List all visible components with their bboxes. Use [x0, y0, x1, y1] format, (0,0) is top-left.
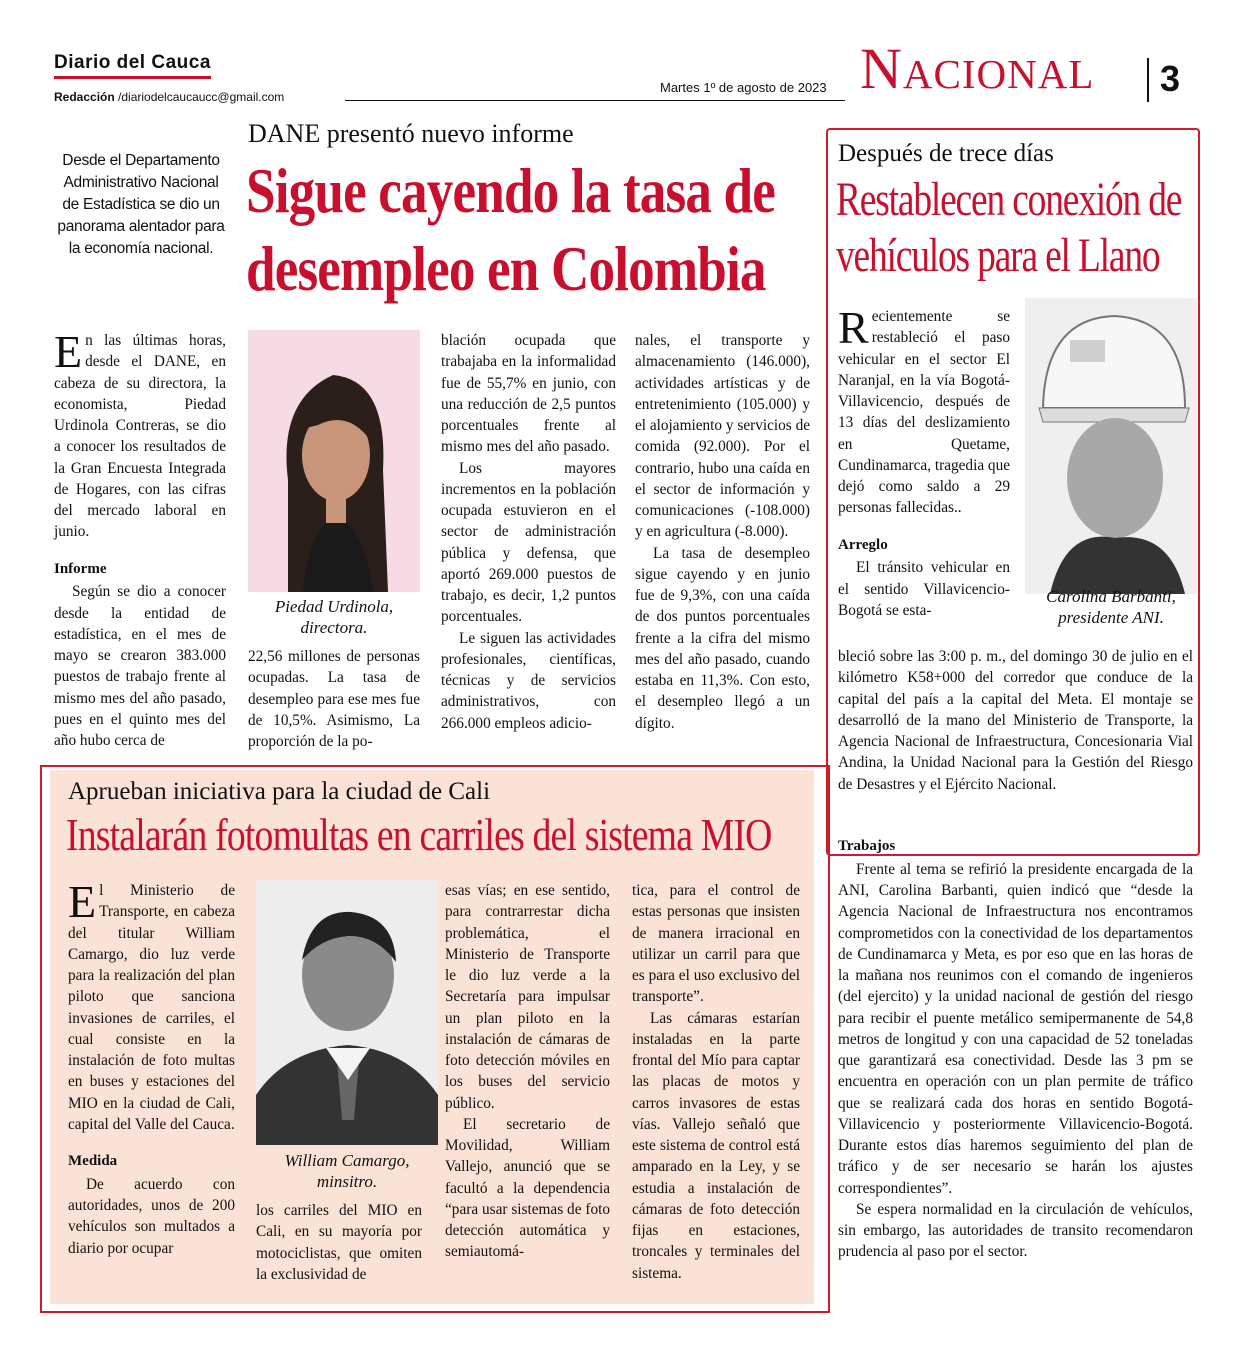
header-rule: [345, 100, 845, 101]
bottom-col2-text: los carriles del MIO en Cali, en su mayoría por motociclistas, que omiten la exclusividad de: [256, 1202, 422, 1283]
bottom-column-1: [68, 876, 235, 1259]
bottom-col4-text-1: tica, para el control de estas personas que insisten de manera irracional en utilizar un carril para que es para el uso exclusivo del transporte”.: [632, 882, 800, 1006]
bottom-headline: Instalarán fotomultas en carriles del sistema MIO: [66, 809, 772, 860]
main-col2-text: 22,56 millones de personas ocupadas. La tasa de desempleo para ese mes fue de 10,5%. Asimismo, La proporción de la po-: [248, 648, 420, 750]
redaccion-line: [54, 90, 284, 104]
carolina-barbanti-photo: [1025, 298, 1197, 594]
right-p4: Se espera normalidad en la circulación de vehículos, sin embargo, las autoridades de transito recomendaron prudencia al paso por el sector.: [838, 1200, 1193, 1261]
main-col1-paragraph-2: Según se dio a conocer desde la entidad de estadística, en el mes de mayo se crearon 383.000 puestos de trabajo frente al mismo mes del año pasado, pues en el quinto mes del año hubo cerca de: [54, 583, 226, 750]
right-p3: Frente al tema se refirió la presidente encargada de la ANI, Carolina Barbanti, quien indicó que “desde la Agencia Nacional de Infraestructura nos encontramos comprometidos con la conectividad de los departamentos de Cundinamarca y Meta, es por eso que en las horas de la mañana nos reunimos con el comando de ingenieros (del ejercito) y la unidad nacional de gestión del riesgo para recibir el puente metálico semipermanente de 54,8 metros de longitud y con una capacidad de 52 toneladas que garantizará esa conectividad. Desde las 3 pm se encuentra en operación con un plan permite de tráfico que se realizará cada dos horas en sentido Bogotá-Villavicencio y posteriormente Villavicencio-Bogotá. Durante estos días haremos seguimiento del plan de tráfico y de ser necesario se harán los ajustes correspondientes”.: [838, 860, 1193, 1197]
bottom-column-3: [445, 880, 610, 1263]
bottom-column-4: [632, 880, 800, 1284]
right-dropcap: R: [838, 302, 869, 353]
section-divider: [1147, 58, 1149, 102]
right-headline-line1: Restablecen conexión de: [836, 173, 1182, 226]
bottom-column-2: [256, 1200, 422, 1285]
redaccion-email: /diariodelcaucaucc@gmail.com: [114, 90, 285, 104]
main-col3-text-2: Los mayores incrementos en la población ocupada estuvieron en el sector de administración pública y defensa, que aportó 269.000 puestos de trabajo, es decir, 1,2 puntos porcentuales.: [441, 459, 616, 626]
bottom-col4-text-2: Las cámaras estarían instaladas en la parte frontal del Mío para captar las placas de motos y carros invasores de estas vías. Vallejo señaló que este sistema de control está amparado en la Ley, y se estudia a instalación de cámaras de foto detección fijas en estaciones, troncales y terminales del sistema.: [632, 1009, 800, 1282]
masthead: Diario del Cauca: [54, 52, 211, 79]
main-col3-text-1: blación ocupada que trabajaba en la informalidad fue de 55,7% en junio, con una reducción de 2,5 puntos porcentuales frente al mismo mes del año pasado.: [441, 332, 616, 456]
main-col4-text-1: nales, el transporte y almacenamiento (146.000), actividades artísticas y de entretenimiento (105.000) y el alojamiento y servicios de comida (92.000). Por el contrario, hubo una caída en el sector de información y comunicaciones (-108.000) y en agricultura (-8.000).: [635, 332, 811, 541]
main-subhead-informe: Informe: [54, 560, 107, 577]
right-column-wide: [838, 646, 1193, 795]
main-headline-line1: Sigue cayendo la tasa de: [246, 155, 776, 226]
main-col1-text: n las últimas horas, desde el DANE, en cabeza de su directora, la economista, Piedad Urdinola Contreras, se dio a conocer los resultados de la Gran Encuesta Integrada de Hogares, con las cifras del mercado laboral en junio.: [54, 332, 226, 541]
right-p2-wide: bleció sobre las 3:00 p. m., del domingo 30 de julio en el kilómetro K58+000 del corredor que conduce de la capital del país a la capital del Meta. El montaje se desarrolló de la mano del Ministerio de Transporte, la Agencia Nacional de Infraestructura, Concesionaria Vial Andina, la Unidad Nacional para la Gestión del Riesgo de Desastres y el Ejército Nacional.: [838, 648, 1193, 793]
william-caption-line2: minsitro.: [316, 1172, 378, 1192]
main-column-2: [248, 646, 420, 752]
portrait-helmet-icon: [1025, 298, 1197, 594]
william-camargo-photo: [256, 880, 438, 1145]
page-number: 3: [1160, 58, 1181, 99]
main-deck: Desde el Departamento Administrativo Nacional de Estadística se dio un panorama alentador para la economía nacional.: [57, 152, 225, 257]
right-p1: [838, 302, 1011, 519]
main-column-4: [635, 330, 810, 734]
bottom-subhead-medida: Medida: [68, 1153, 118, 1169]
right-subhead-trabajos: Trabajos: [838, 838, 896, 854]
redaccion-label: Redacción: [54, 90, 115, 104]
right-kicker: Después de trece días: [838, 140, 1054, 167]
main-column-3: [441, 330, 616, 734]
main-column-1: [54, 326, 226, 751]
right-p1-text: ecientemente se restableció el paso vehicular en el sector El Naranjal, en la vía Bogotá-Villavicencio, después de 13 días del deslizamiento en Quetame, Cundinamarca, tragedia que dejó como saldo a 29 personas fallecidas..: [838, 308, 1011, 517]
bottom-col1-paragraph: [68, 876, 235, 1135]
main-kicker: DANE presentó nuevo informe: [248, 119, 574, 148]
piedad-caption-line2: directora.: [300, 618, 368, 638]
carolina-caption-line1: Carolina Barbanti,: [1046, 587, 1176, 606]
piedad-urdinola-photo: [248, 330, 420, 592]
main-col1-paragraph: [54, 326, 226, 543]
william-caption-line1: William Camargo,: [284, 1151, 410, 1170]
main-headline-line2: desempleo en Colombia: [246, 233, 766, 304]
section-title: Nacional: [860, 36, 1095, 101]
bottom-dropcap: E: [68, 876, 97, 927]
bottom-col1-text-2: De acuerdo con autoridades, unos de 200 vehículos son multados a diario por ocupar: [68, 1175, 235, 1257]
william-caption: [256, 1150, 438, 1193]
right-subhead-arreglo: Arreglo: [838, 536, 888, 553]
carolina-caption: [1025, 586, 1197, 629]
piedad-caption-line1: Piedad Urdinola,: [274, 597, 394, 616]
bottom-col3-text-1: esas vías; en ese sentido, para contrarrestar dicha problemática, el Ministerio de Transporte le dio luz verde a la Secretaría para impulsar un plan piloto en la instalación de cámaras de foto detección móviles en los buses del servicio público.: [445, 882, 610, 1112]
bottom-kicker: Aprueban iniciativa para la ciudad de Cali: [68, 778, 491, 805]
carolina-caption-line2: presidente ANI.: [1058, 608, 1164, 628]
main-col4-text-2: La tasa de desempleo sigue cayendo y en junio fue de 9,3%, con una caída de dos puntos porcentuales frente a la cifra del mismo mes del año pasado, cuando estaba en 11,3%. Con esto, el desempleo llegó a un dígito.: [635, 544, 810, 732]
bottom-col1-text: l Ministerio de Transporte, en cabeza del titular William Camargo, dio luz verde para la realización del plan piloto que sanciona invasiones de carriles, el cual consiste en la instalación de foto multas en buses y estaciones del MIO en la ciudad de Cali, capital del Valle del Cauca.: [68, 882, 235, 1133]
portrait-woman-icon: [248, 330, 420, 592]
main-dropcap: E: [54, 326, 83, 377]
bottom-col3-text-2: El secretario de Movilidad, William Vallejo, anunció que se facultó a la dependencia “para usar sistemas de foto detección automática y semiautomá-: [445, 1115, 610, 1261]
issue-date: Martes 1º de agosto de 2023: [660, 80, 827, 95]
portrait-man-icon: [256, 880, 438, 1145]
right-column-top: [838, 302, 1011, 621]
right-p2-narrow: El tránsito vehicular en el sentido Villavicencio-Bogotá se esta-: [838, 559, 1010, 619]
piedad-caption: [248, 596, 420, 639]
right-column-bottom: [838, 836, 1193, 1263]
right-headline-line2: vehículos para el Llano: [836, 229, 1160, 282]
main-col3-text-3: Le siguen las actividades profesionales, científicas, técnicas y de servicios administrativos, con 266.000 empleos adicio-: [441, 629, 616, 732]
